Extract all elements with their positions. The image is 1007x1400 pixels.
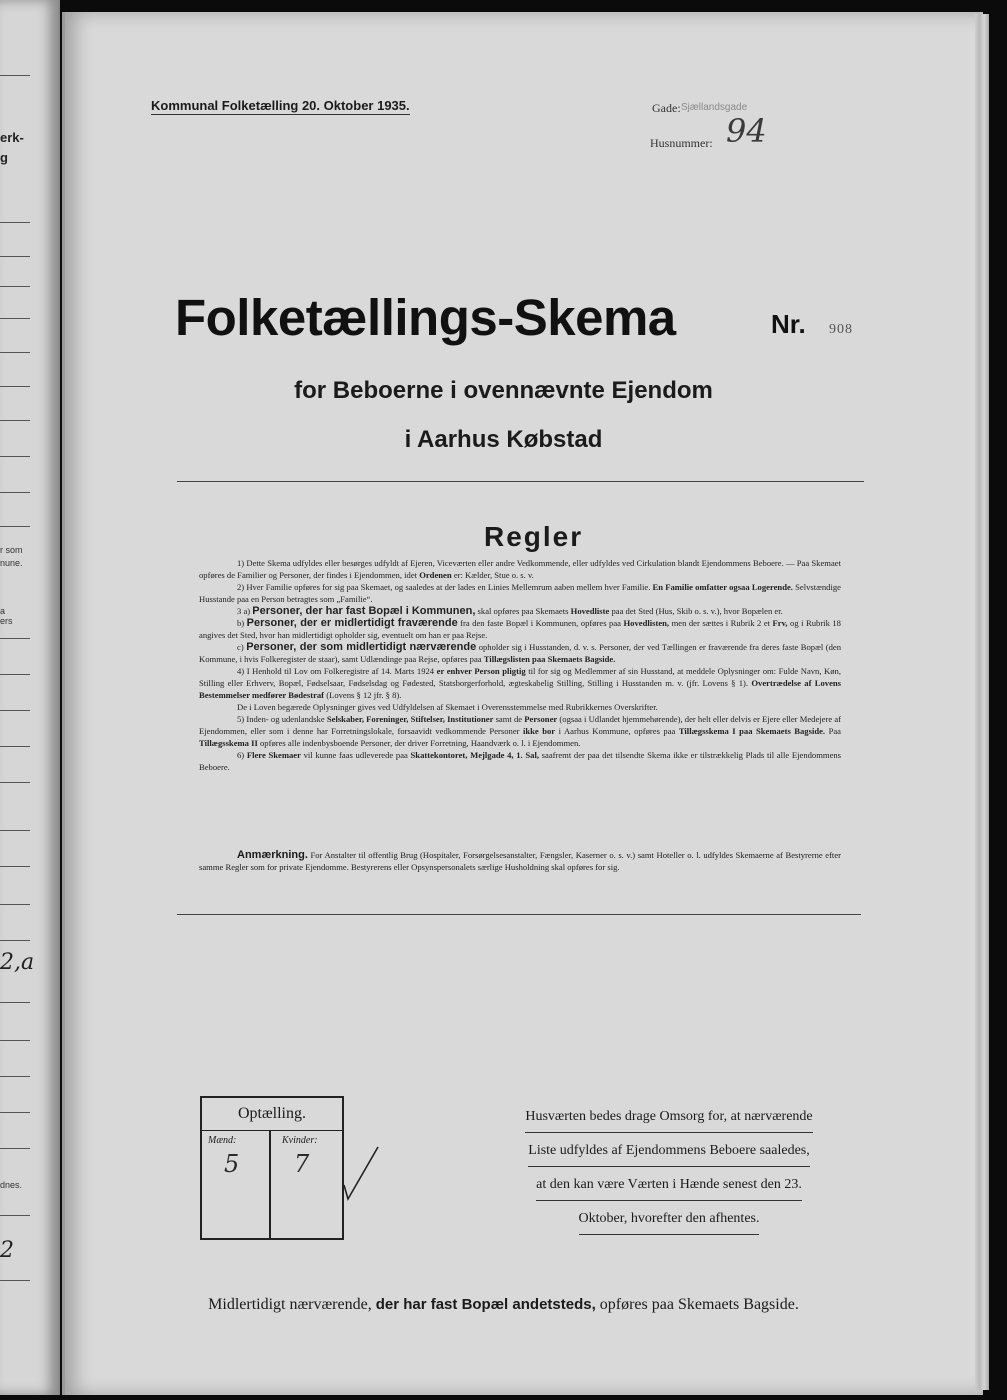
rules-heading: Regler	[484, 521, 584, 552]
left-page-handwriting: 2	[0, 1238, 14, 1263]
rule-3a: 3 a) Personer, der har fast Bopæl i Kommunen, skal opføres paa Skemaets Hovedliste paa det Sted (Hus, Skib o. s. v.), hvor Bopælen er.	[237, 605, 783, 617]
rule-5: 5) Inden- og udenlandske Selskaber, Foreninger, Stiftelser, Institutioner samt de Personer (ogsaa i Udlandet hjemmehørende), der helt eller delvis er Ejere eller Medejere af Ejendommen, eller som i denne har Forretningslokale, forsaavidt vedkommende Personer ikke bor i Aarhus Kommune, opføres paa Tillægsskema I paa Skemaets Bagside. Paa Tillægsskema II opføres alle indenbysboende Personer, der driver Forretning, Haandværk o. l. i Ejendommen.	[199, 714, 842, 748]
notice-line: Liste udfyldes af Ejendommens Beboere saaledes,	[528, 1136, 809, 1167]
left-page-rule	[0, 782, 30, 783]
left-page-fragment: a	[0, 606, 6, 616]
rules-text	[199, 557, 841, 773]
gade-label: Gade:	[652, 101, 681, 115]
note-label: Anmærkning.	[237, 849, 308, 861]
rule-3c: c) Personer, der som midlertidigt nærværende opholder sig i Husstanden, d. v. s. Personer, der ved Tællingen er fraværende fra deres faste Bopæl (den Kommune, i hvis Folkeregister de staar), samt Udlændinge paa Rejse, opføres paa Tillægslisten paa Skemaets Bagside.	[199, 641, 841, 664]
husnummer-value: 94	[726, 112, 767, 150]
left-page-rule	[0, 940, 30, 941]
left-page-rule	[0, 710, 30, 711]
notice-line: Husværten bedes drage Omsorg for, at nærværende	[525, 1102, 812, 1133]
gade-value: Sjællandsgade	[681, 102, 748, 113]
form-title: Folketællings-Skema	[175, 289, 676, 346]
left-page-rule	[0, 1280, 30, 1281]
left-page-rule	[0, 1040, 30, 1041]
left-page-rule	[0, 638, 30, 639]
rule-4-note: De i Loven begærede Oplysninger gives ved Udfyldelsen af Skemaet i Overensstemmelse med Rubrikkernes Overskrifter.	[237, 702, 658, 712]
left-page-fragment: r som	[0, 545, 23, 555]
men-label: Mænd:	[208, 1135, 237, 1146]
divider	[177, 481, 864, 482]
left-page-rule	[0, 492, 30, 493]
rule-2: 2) Hver Familie opføres for sig paa Skemaet, og saaledes at der lades en Linies Mellemrum aaben mellem hver Familie. En Familie omfatter ogsaa Logerende. Selvstændige Husstande paa en Person betragtes som „Familie“.	[199, 582, 841, 604]
left-page-rule	[0, 904, 30, 905]
left-page-rule	[0, 420, 30, 421]
form-subtitle: for Beboerne i ovennævnte Ejendom	[294, 377, 713, 404]
left-page-rule	[0, 1002, 30, 1003]
left-page-rule	[0, 318, 30, 319]
left-page-fragment: g	[0, 150, 8, 165]
form-subtitle-location: i Aarhus Købstad	[404, 426, 603, 453]
count-box	[200, 1096, 344, 1240]
checkmark-icon	[340, 1145, 380, 1203]
left-page-rule	[0, 866, 30, 867]
left-page-rule	[0, 1215, 30, 1216]
husnummer-label: Husnummer:	[650, 136, 713, 150]
left-page-rule	[0, 1076, 30, 1077]
left-page-rule	[0, 456, 30, 457]
notice-line: Oktober, hvorefter den afhentes.	[579, 1204, 760, 1235]
men-count: 5	[224, 1150, 240, 1178]
note-body: For Anstalter til offentlig Brug (Hospitaler, Forsørgelsesanstalter, Fængsler, Kaserner o. s. v.) samt Hoteller o. l. udfyldes Skemaerne af Bestyrerne efter samme Regler som for private Ejendomme. Bestyrerens eller Opsynspersonalets særlige Husholdning skal opføres for sig.	[199, 850, 841, 872]
left-page-fragment: nune.	[0, 558, 23, 568]
page-edge	[975, 14, 989, 1390]
number-label: Nr.	[771, 309, 806, 339]
left-page-rule	[0, 222, 30, 223]
rule-1: 1) Dette Skema udfyldes eller besørges udfyldt af Ejeren, Viceværten eller andre Vedkommende, eller udfyldes ved Cirkulation blandt Ejendommens Beboere. — Paa Skemaet opføres de Familier og Personer, der findes i Ejendommen, idet Ordenen er: Kælder, Stue o. s. v.	[199, 558, 841, 580]
left-page-rule	[0, 75, 30, 76]
census-header: Kommunal Folketælling 20. Oktober 1935.	[151, 98, 410, 113]
count-box-title: Optælling.	[202, 1098, 342, 1131]
footer-note: Midlertidigt nærværende, der har fast Bopæl andetsteds, opføres paa Skemaets Bagside.	[208, 1296, 799, 1313]
note-text	[199, 849, 841, 873]
rule-4: 4) I Henhold til Lov om Folkeregistre af 14. Marts 1924 er enhver Person pligtig til for sig og Medlemmer af sin Husstand, at meddele Oplysninger om: Fulde Navn, Køn, Stilling eller Erhverv, Bopæl, Fødselsaar, Fødselsdag og Fødested, Statsborgerforhold, ægteskabelig Stilling, Stilling i Husstanden m. v. (jfr. Lovens § 1). Overtrædelse af Lovens Bestemmelser medfører Bødestraf (Lovens § 12 jfr. § 8).	[199, 666, 842, 700]
left-page-fragment: dnes.	[0, 1180, 23, 1190]
notice-block	[496, 1102, 842, 1238]
women-count: 7	[294, 1150, 310, 1178]
left-page-rule	[0, 286, 30, 287]
notice-line: at den kan være Værten i Hænde senest den 23.	[536, 1170, 802, 1201]
left-page-rule	[0, 526, 30, 527]
left-page-rule	[0, 352, 30, 353]
left-page-handwriting: 2,a	[0, 950, 35, 975]
rule-6: 6) Flere Skemaer vil kunne faas udleverede paa Skattekontoret, Mejlgade 4, 1. Sal, saafremt der paa det tilsendte Skema ikke er tilstrækkelig Plads til alle Ejendommens Beboere.	[199, 750, 842, 772]
divider	[177, 914, 861, 915]
rule-3b: b) Personer, der er midlertidigt fraværende fra den faste Bopæl i Kommunen, opføres paa Hovedlisten, men der sættes i Rubrik 2 et Frv, og i Rubrik 18 angives det Sted, hvor han midlertidigt opholder sig, eventuelt om han er paa Rejse.	[199, 617, 841, 640]
left-facing-page	[0, 0, 60, 1395]
count-box-divider	[269, 1130, 271, 1238]
form-number: 908	[829, 322, 853, 337]
left-page-rule	[0, 746, 30, 747]
left-page-rule	[0, 674, 30, 675]
left-page-rule	[0, 1112, 30, 1113]
left-page-fragment: erk-	[0, 130, 24, 145]
women-label: Kvinder:	[282, 1135, 318, 1146]
left-page-rule	[0, 256, 30, 257]
left-page-rule	[0, 1148, 30, 1149]
left-page-fragment: ers	[0, 616, 13, 626]
left-page-rule	[0, 830, 30, 831]
